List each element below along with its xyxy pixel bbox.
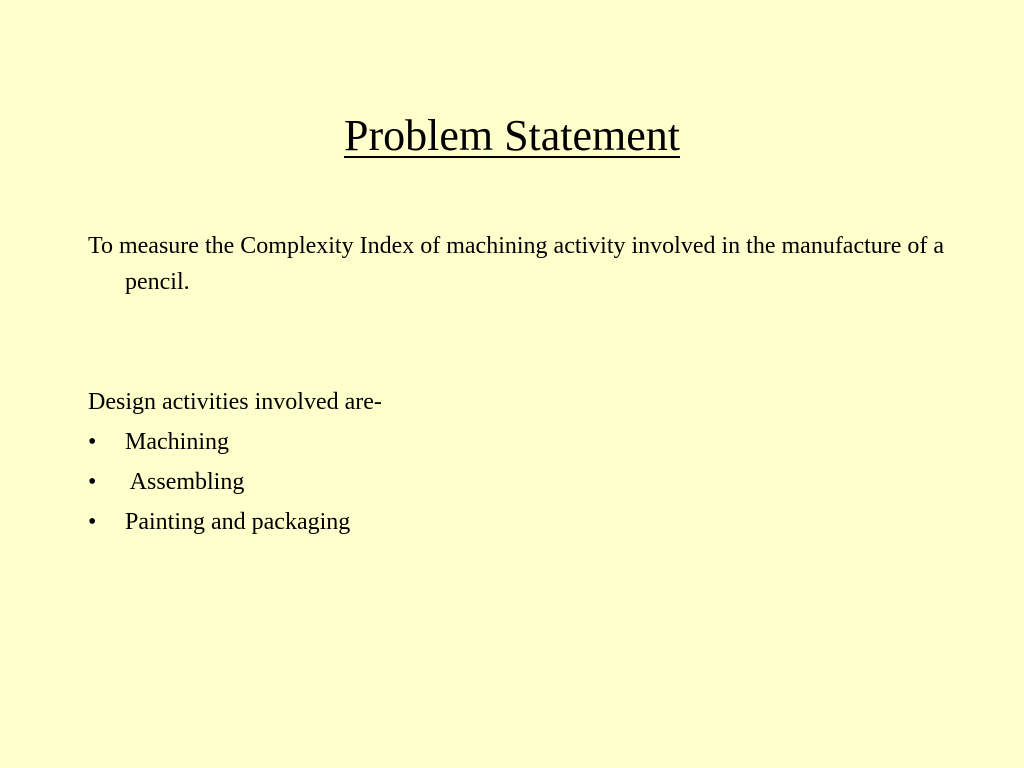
list-item bbox=[88, 424, 948, 464]
activity-assembling: Assembling bbox=[125, 469, 245, 495]
slide-body bbox=[88, 228, 948, 544]
spacer bbox=[88, 300, 948, 384]
problem-statement-text: To measure the Complexity Index of machining activity involved in the manufacture of a pencil. bbox=[88, 233, 945, 295]
bullet-icon: • bbox=[88, 469, 97, 495]
slide-title: Problem Statement bbox=[343, 111, 681, 160]
activity-machining: Machining bbox=[125, 429, 229, 455]
bullet-icon: • bbox=[88, 429, 97, 455]
bullet-icon: • bbox=[88, 509, 97, 535]
list-item bbox=[88, 504, 948, 544]
list-item bbox=[88, 464, 948, 504]
activities-intro-text: Design activities involved are- bbox=[88, 389, 382, 415]
activity-painting-packaging: Painting and packaging bbox=[125, 509, 351, 535]
activities-list bbox=[88, 424, 948, 544]
